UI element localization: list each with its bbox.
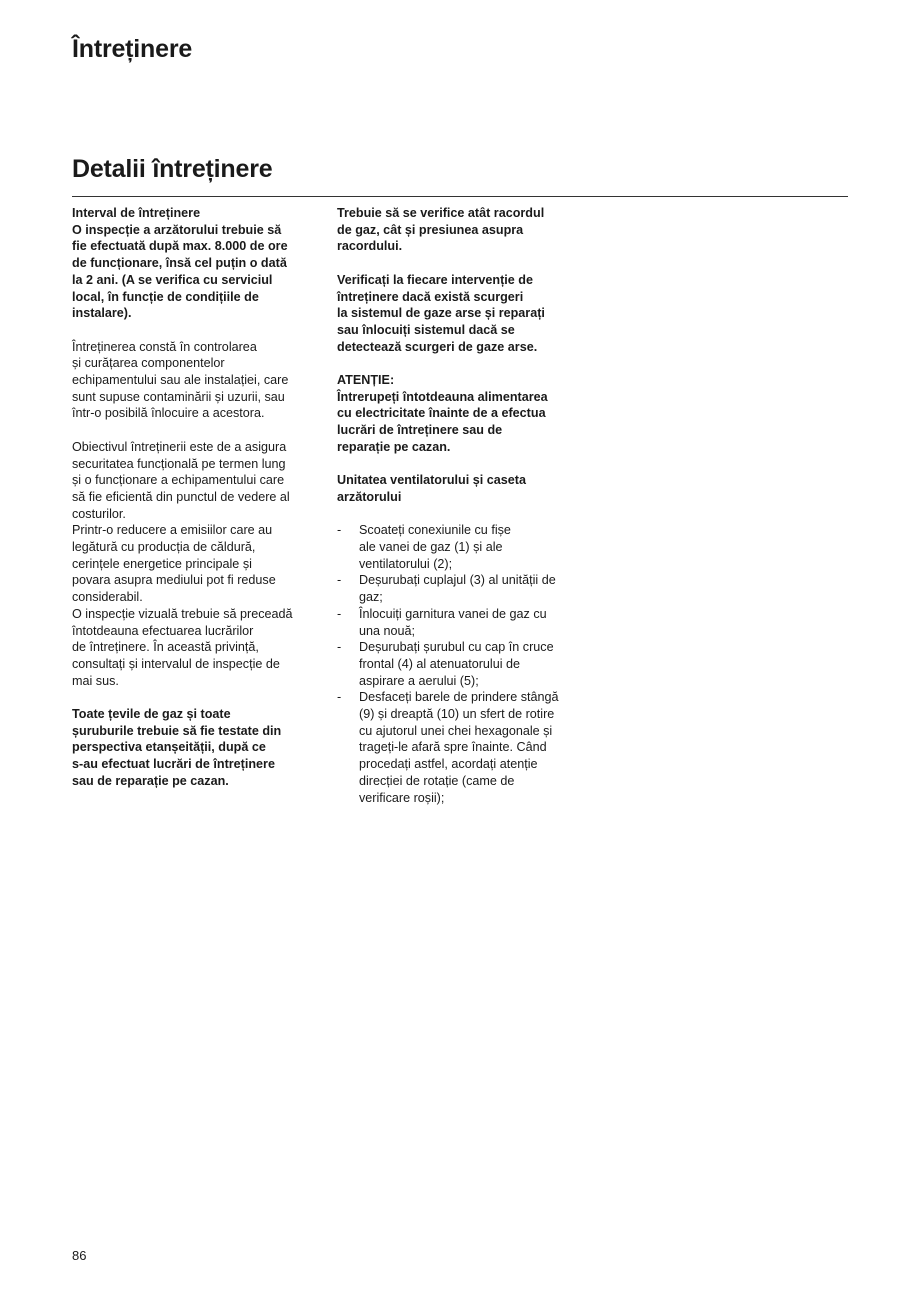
text-line: mai sus.: [72, 673, 119, 688]
text-line: lucrări de întreținere sau de: [337, 423, 503, 438]
text-line: racordului.: [337, 239, 403, 254]
text-line: Unitatea ventilatorului și caseta: [337, 473, 526, 488]
text-line: O inspecție a arzătorului trebuie să: [72, 222, 282, 237]
text-line: O inspecție vizuală trebuie să preceadă: [72, 606, 293, 621]
right-column: [337, 205, 587, 806]
page-number: 86: [72, 1248, 87, 1263]
text-line: de funcționare, însă cel puțin o dată: [72, 256, 287, 271]
text-line: instalare).: [72, 306, 132, 321]
text-line: întotdeauna efectuarea lucrărilor: [72, 623, 254, 638]
list-item: [337, 572, 587, 605]
section-divider: [72, 196, 848, 197]
text-line: aspirare a aerului (5);: [359, 673, 479, 688]
left-column: [72, 205, 322, 790]
text-line: Printr-o reducere a emisiilor care au: [72, 523, 273, 538]
text-line: Înlocuiți garnitura vanei de gaz cu: [359, 606, 547, 621]
text-line: cu ajutorul unei chei hexagonale și: [359, 723, 553, 738]
text-line: sau înlocuiți sistemul dacă se: [337, 322, 515, 337]
dash-bullet: -: [337, 606, 342, 621]
maintenance-objective-paragraph: [72, 439, 322, 690]
text-line: cu electricitate înainte de a efectua: [337, 406, 546, 421]
warning-label: ATENȚIE:: [337, 373, 395, 387]
text-line: costurilor.: [72, 506, 126, 521]
text-line: fie efectuată după max. 8.000 de ore: [72, 239, 288, 254]
text-line: Întrerupeți întotdeauna alimentarea: [337, 389, 548, 404]
text-line: considerabil.: [72, 590, 143, 605]
text-line: Deșurubați șurubul cu cap în cruce: [359, 640, 554, 655]
list-item: [337, 606, 587, 639]
text-line: la sistemul de gaze arse și reparați: [337, 306, 545, 321]
maintenance-interval-paragraph: [72, 205, 322, 322]
page-title: Întreținere: [72, 35, 193, 63]
dash-bullet: -: [337, 573, 342, 588]
dash-bullet: -: [337, 640, 342, 655]
maintenance-description-paragraph: [72, 339, 322, 423]
text-line: Scoateți conexiunile cu fișe: [359, 523, 511, 538]
text-line: la 2 ani. (A se verifica cu serviciul: [72, 272, 273, 287]
text-line: reparație pe cazan.: [337, 439, 451, 454]
text-line: într-o posibilă înlocuire a acestora.: [72, 406, 265, 421]
text-line: Desfaceți barele de prindere stângă: [359, 690, 559, 705]
text-line: echipamentului sau ale instalației, care: [72, 373, 289, 388]
text-line: trageți-le afară spre înainte. Când: [359, 740, 547, 755]
text-line: povara asupra mediului pot fi reduse: [72, 573, 276, 588]
text-line: gaz;: [359, 590, 383, 605]
dash-bullet: -: [337, 523, 342, 538]
fan-unit-subheading: [337, 472, 587, 505]
warning-paragraph: [337, 372, 587, 456]
gas-pipes-test-paragraph: [72, 706, 322, 790]
text-line: local, în funcție de condițiile de: [72, 289, 259, 304]
section-title: Detalii întreținere: [72, 155, 273, 183]
text-line: una nouă;: [359, 623, 416, 638]
text-line: și curățarea componentelor: [72, 356, 225, 371]
text-line: frontal (4) al atenuatorului de: [359, 656, 521, 671]
flue-gas-check-paragraph: [337, 272, 587, 356]
text-line: (9) și dreaptă (10) un sfert de rotire: [359, 707, 555, 722]
list-item: [337, 639, 587, 689]
text-line: Deșurubați cuplajul (3) al unității de: [359, 573, 556, 588]
list-item: [337, 522, 587, 572]
text-line: procedați astfel, acordați atenție: [359, 757, 538, 772]
procedure-steps-list: [337, 522, 587, 806]
text-line: întreținere dacă există scurgeri: [337, 289, 524, 304]
text-line: direcției de rotație (came de: [359, 773, 515, 788]
text-line: verificare roșii);: [359, 790, 445, 805]
text-line: de întreținere. În această privință,: [72, 640, 259, 655]
text-line: Obiectivul întreținerii este de a asigura: [72, 439, 287, 454]
text-line: perspectiva etanșeității, după ce: [72, 740, 266, 755]
text-line: de gaz, cât și presiunea asupra: [337, 222, 524, 237]
text-line: cerințele energetice principale și: [72, 556, 252, 571]
text-line: Trebuie să se verifice atât racordul: [337, 206, 545, 220]
text-line: Întreținerea constă în controlarea: [72, 339, 257, 354]
text-line: securitatea funcțională pe termen lung: [72, 456, 286, 471]
text-line: Toate țevile de gaz și toate: [72, 707, 231, 722]
text-line: sau de reparație pe cazan.: [72, 773, 229, 788]
text-line: consultați și intervalul de inspecție de: [72, 656, 280, 671]
dash-bullet: -: [337, 690, 342, 705]
gas-connection-paragraph: [337, 205, 587, 255]
text-line: ale vanei de gaz (1) și ale: [359, 540, 503, 554]
text-line: detectează scurgeri de gaze arse.: [337, 339, 538, 354]
text-line: legătură cu producția de căldură,: [72, 540, 256, 555]
text-line: Verificați la fiecare intervenție de: [337, 272, 533, 287]
text-line: și o funcționare a echipamentului care: [72, 473, 285, 488]
text-line: s-au efectuat lucrări de întreținere: [72, 757, 275, 772]
text-line: ventilatorului (2);: [359, 556, 453, 571]
text-line: șuruburile trebuie să fie testate din: [72, 723, 282, 738]
text-line: arzătorului: [337, 489, 402, 504]
list-item: [337, 689, 587, 806]
maintenance-interval-heading: Interval de întreținere: [72, 206, 201, 220]
text-line: să fie eficientă din punctul de vedere al: [72, 489, 290, 504]
text-line: sunt supuse contaminării și uzurii, sau: [72, 389, 285, 404]
